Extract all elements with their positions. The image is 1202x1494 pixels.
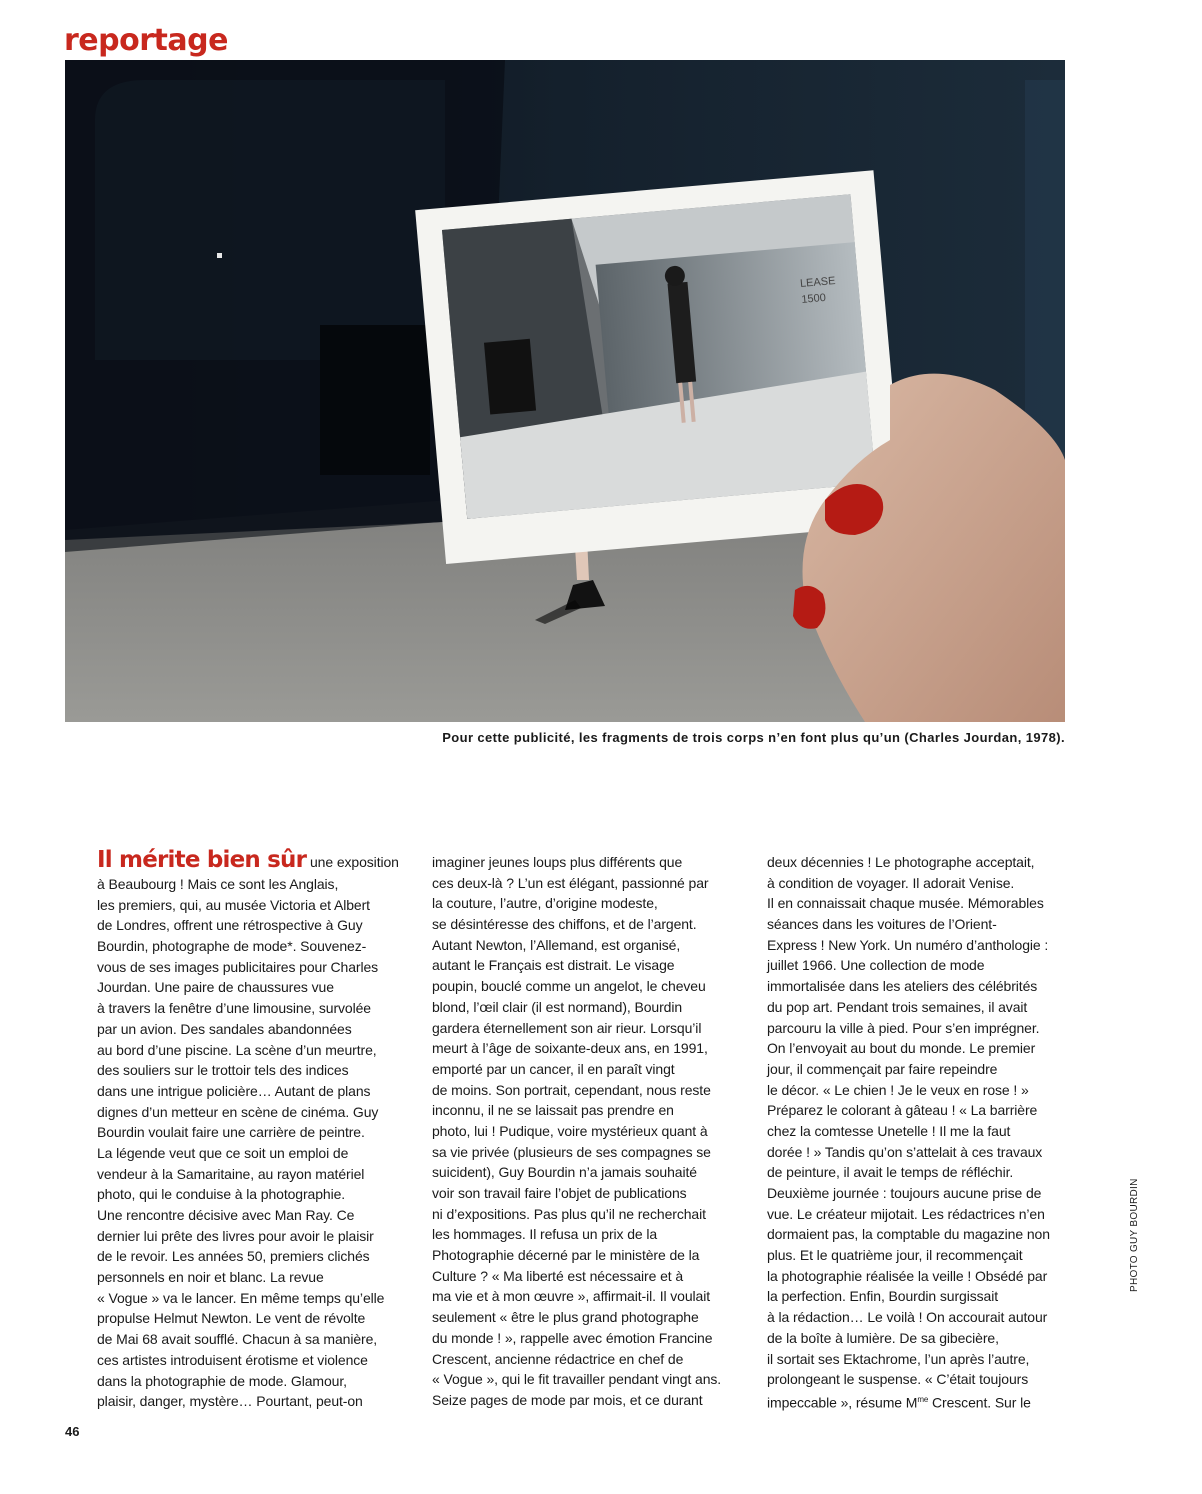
text-line: propulse Helmut Newton. Le vent de révolte xyxy=(97,1310,366,1327)
text-line: vue. Le créateur mijotait. Les rédactrices n’en xyxy=(767,1205,1045,1222)
text-line: à travers la fenêtre d’une limousine, survolée xyxy=(97,1000,371,1017)
text-line: suicident), Guy Bourdin n’a jamais souhaité xyxy=(432,1164,697,1181)
article-column-2 xyxy=(432,852,732,1411)
text-line: poupin, bouclé comme un angelot, le cheveu xyxy=(432,978,706,995)
text-line: meurt à l’âge de soixante-deux ans, en 1991, xyxy=(432,1040,708,1057)
text-line: à condition de voyager. Il adorait Venise. xyxy=(767,874,1015,891)
text-line: ni d’expositions. Pas plus qu’il ne recherchait xyxy=(432,1205,706,1222)
text-line: Crescent, ancienne rédactrice en chef de xyxy=(432,1350,684,1367)
text-line: Bourdin, photographe de mode*. Souvenez- xyxy=(97,938,367,955)
text-line: ma vie et à mon œuvre », affirmait-il. Il voulait xyxy=(432,1288,711,1305)
text-line: Jourdan. Une paire de chaussures vue xyxy=(97,979,334,996)
text-line: photo, qui le conduise à la photographie. xyxy=(97,1186,346,1203)
lead-photo xyxy=(65,60,1065,722)
text-line: dorée ! » Tandis qu’on s’attelait à ces travaux xyxy=(767,1143,1043,1160)
text-line: gardera éternellement son air rieur. Lorsqu’il xyxy=(432,1019,702,1036)
text-line: de Londres, offrent une rétrospective à Guy xyxy=(97,917,363,934)
text-line: ces artistes introduisent érotisme et violence xyxy=(97,1351,368,1368)
photo-caption: Pour cette publicité, les fragments de trois corps n’en font plus qu’un (Charles Jourdan, 1978). xyxy=(442,730,1065,745)
text-line: vendeur à la Samaritaine, au rayon matériel xyxy=(97,1165,365,1182)
text-line: imaginer jeunes loups plus différents que xyxy=(432,854,683,870)
text-line: jour, il commençait par faire repeindre xyxy=(767,1060,998,1077)
text-fragment: impeccable », résume M xyxy=(767,1394,918,1411)
text-line: Une rencontre décisive avec Man Ray. Ce xyxy=(97,1207,355,1223)
photo-credit: PHOTO GUY BOURDIN xyxy=(1129,1178,1140,1292)
text-line: la couture, l’autre, d’origine modeste, xyxy=(432,895,658,912)
text-line: la photographie réalisée la veille ! Obsédé par xyxy=(767,1267,1048,1284)
sign-text-2: 1500 xyxy=(800,291,827,306)
text-line: dans une intrigue policière… Autant de plans xyxy=(97,1082,371,1099)
text-line: de la boîte à lumière. De sa gibecière, xyxy=(767,1329,999,1346)
text-line: Culture ? « Ma liberté est nécessaire et à xyxy=(432,1267,684,1284)
text-line: dans la photographie de mode. Glamour, xyxy=(97,1372,347,1389)
text-line: vous de ses images publicitaires pour Charles xyxy=(97,958,379,975)
text-line: prolongeant le suspense. « C’était toujours xyxy=(767,1371,1029,1388)
text-line: se désintéresse des chiffons, et de l’argent. xyxy=(432,916,697,933)
text-line: Autant Newton, l’Allemand, est organisé, xyxy=(432,936,681,953)
text-fragment: Crescent. Sur le xyxy=(928,1394,1031,1411)
text-line: photo, lui ! Pudique, voire mystérieux quant à xyxy=(432,1122,708,1139)
text-line: inconnu, il ne se laissait pas prendre en xyxy=(432,1102,674,1119)
text-line: par un avion. Des sandales abandonnées xyxy=(97,1020,352,1037)
text-line: à la rédaction… Le voilà ! On accourait autour xyxy=(767,1309,1048,1326)
article-column-1 xyxy=(97,846,397,1412)
superscript: me xyxy=(917,1394,929,1404)
lead-in: Il mérite bien sûr xyxy=(97,847,307,873)
text-line: de peinture, il avait le temps de réfléchir. xyxy=(767,1164,1014,1181)
text-line: de Mai 68 avait soufflé. Chacun à sa manière, xyxy=(97,1331,378,1348)
text-line: « Vogue », qui le fit travailler pendant vingt ans. xyxy=(432,1371,722,1388)
text-line: les premiers, qui, au musée Victoria et Albert xyxy=(97,896,370,913)
text-line: emporté par un cancer, il en paraît vingt xyxy=(432,1060,675,1077)
text-line: deux décennies ! Le photographe acceptait, xyxy=(767,854,1035,870)
page-number: 46 xyxy=(65,1424,80,1439)
text-line: il sortait ses Ektachrome, l’un après l’autre, xyxy=(767,1350,1030,1367)
text-line: « Vogue » va le lancer. En même temps qu’elle xyxy=(97,1289,385,1306)
text-line: voir son travail faire l’objet de publications xyxy=(432,1185,687,1201)
text-line: séances dans les voitures de l’Orient- xyxy=(767,916,997,933)
text-line: La légende veut que ce soit un emploi de xyxy=(97,1144,349,1161)
text-line: dernier lui prête des livres pour avoir le plaisir xyxy=(97,1227,374,1244)
text-line: plaisir, danger, mystère… Pourtant, peut-on xyxy=(97,1393,363,1410)
text-line: le décor. « Le chien ! Je le veux en rose ! » xyxy=(767,1081,1029,1098)
text-line: de moins. Son portrait, cependant, nous reste xyxy=(432,1081,711,1098)
text-line: dignes d’un metteur en scène de cinéma. Guy xyxy=(97,1103,379,1120)
article-column-3 xyxy=(767,852,1067,1411)
text-line: Préparez le colorant à gâteau ! « La barrière xyxy=(767,1102,1038,1119)
text-line: parcouru la ville à pied. Pour s’en imprégner. xyxy=(767,1019,1040,1036)
sign-text-1: LEASE xyxy=(799,274,836,291)
text-line: Express ! New York. Un numéro d’anthologie : xyxy=(767,936,1049,953)
text-line: du monde ! », rappelle avec émotion Francine xyxy=(432,1329,713,1346)
text-line: Bourdin voulait faire une carrière de peintre. xyxy=(97,1124,365,1141)
text-line: sa vie privée (plusieurs de ses compagnes se xyxy=(432,1143,711,1160)
text-line: à Beaubourg ! Mais ce sont les Anglais, xyxy=(97,876,339,892)
text-line: chez la comtesse Unetelle ! Il me la faut xyxy=(767,1122,1011,1139)
text-line: de le revoir. Les années 50, premiers clichés xyxy=(97,1248,370,1265)
text-line: juillet 1966. Une collection de mode xyxy=(767,957,985,974)
photo-illustration xyxy=(65,60,1065,722)
text-line: blond, l’œil clair (il est normand), Bourdin xyxy=(432,998,683,1015)
section-label: reportage xyxy=(64,23,228,58)
text-line: autant le Français est distrait. Le visage xyxy=(432,957,675,974)
text-line: du pop art. Pendant trois semaines, il avait xyxy=(767,998,1028,1015)
text-line: les hommages. Il refusa un prix de la xyxy=(432,1226,658,1243)
text-line: des souliers sur le trottoir tels des indices xyxy=(97,1062,349,1079)
text-line: la perfection. Enfin, Bourdin surgissait xyxy=(767,1288,999,1305)
text-line: plus. Et le quatrième jour, il recommençait xyxy=(767,1247,1023,1264)
text-line: seulement « être le plus grand photographe xyxy=(432,1309,699,1326)
text-line: au bord d’une piscine. La scène d’un meurtre, xyxy=(97,1041,377,1058)
text-line: dormaient pas, la comptable du magazine non xyxy=(767,1226,1050,1243)
lead-line xyxy=(97,846,397,874)
text-line: personnels en noir et blanc. La revue xyxy=(97,1269,324,1286)
text-line: ces deux-là ? L’un est élégant, passionné par xyxy=(432,874,709,891)
text-line: Photographie décerné par le ministère de la xyxy=(432,1247,700,1264)
text-line: Il en connaissait chaque musée. Mémorables xyxy=(767,895,1044,912)
text-line: Deuxième journée : toujours aucune prise de xyxy=(767,1185,1042,1201)
text-line: une exposition xyxy=(306,854,399,870)
text-line xyxy=(767,1390,1067,1411)
text-line: immortalisée dans les ateliers des célébrités xyxy=(767,978,1038,995)
text-line: Seize pages de mode par mois, et ce durant xyxy=(432,1391,703,1408)
text-line: On l’envoyait au bout du monde. Le premier xyxy=(767,1040,1036,1057)
